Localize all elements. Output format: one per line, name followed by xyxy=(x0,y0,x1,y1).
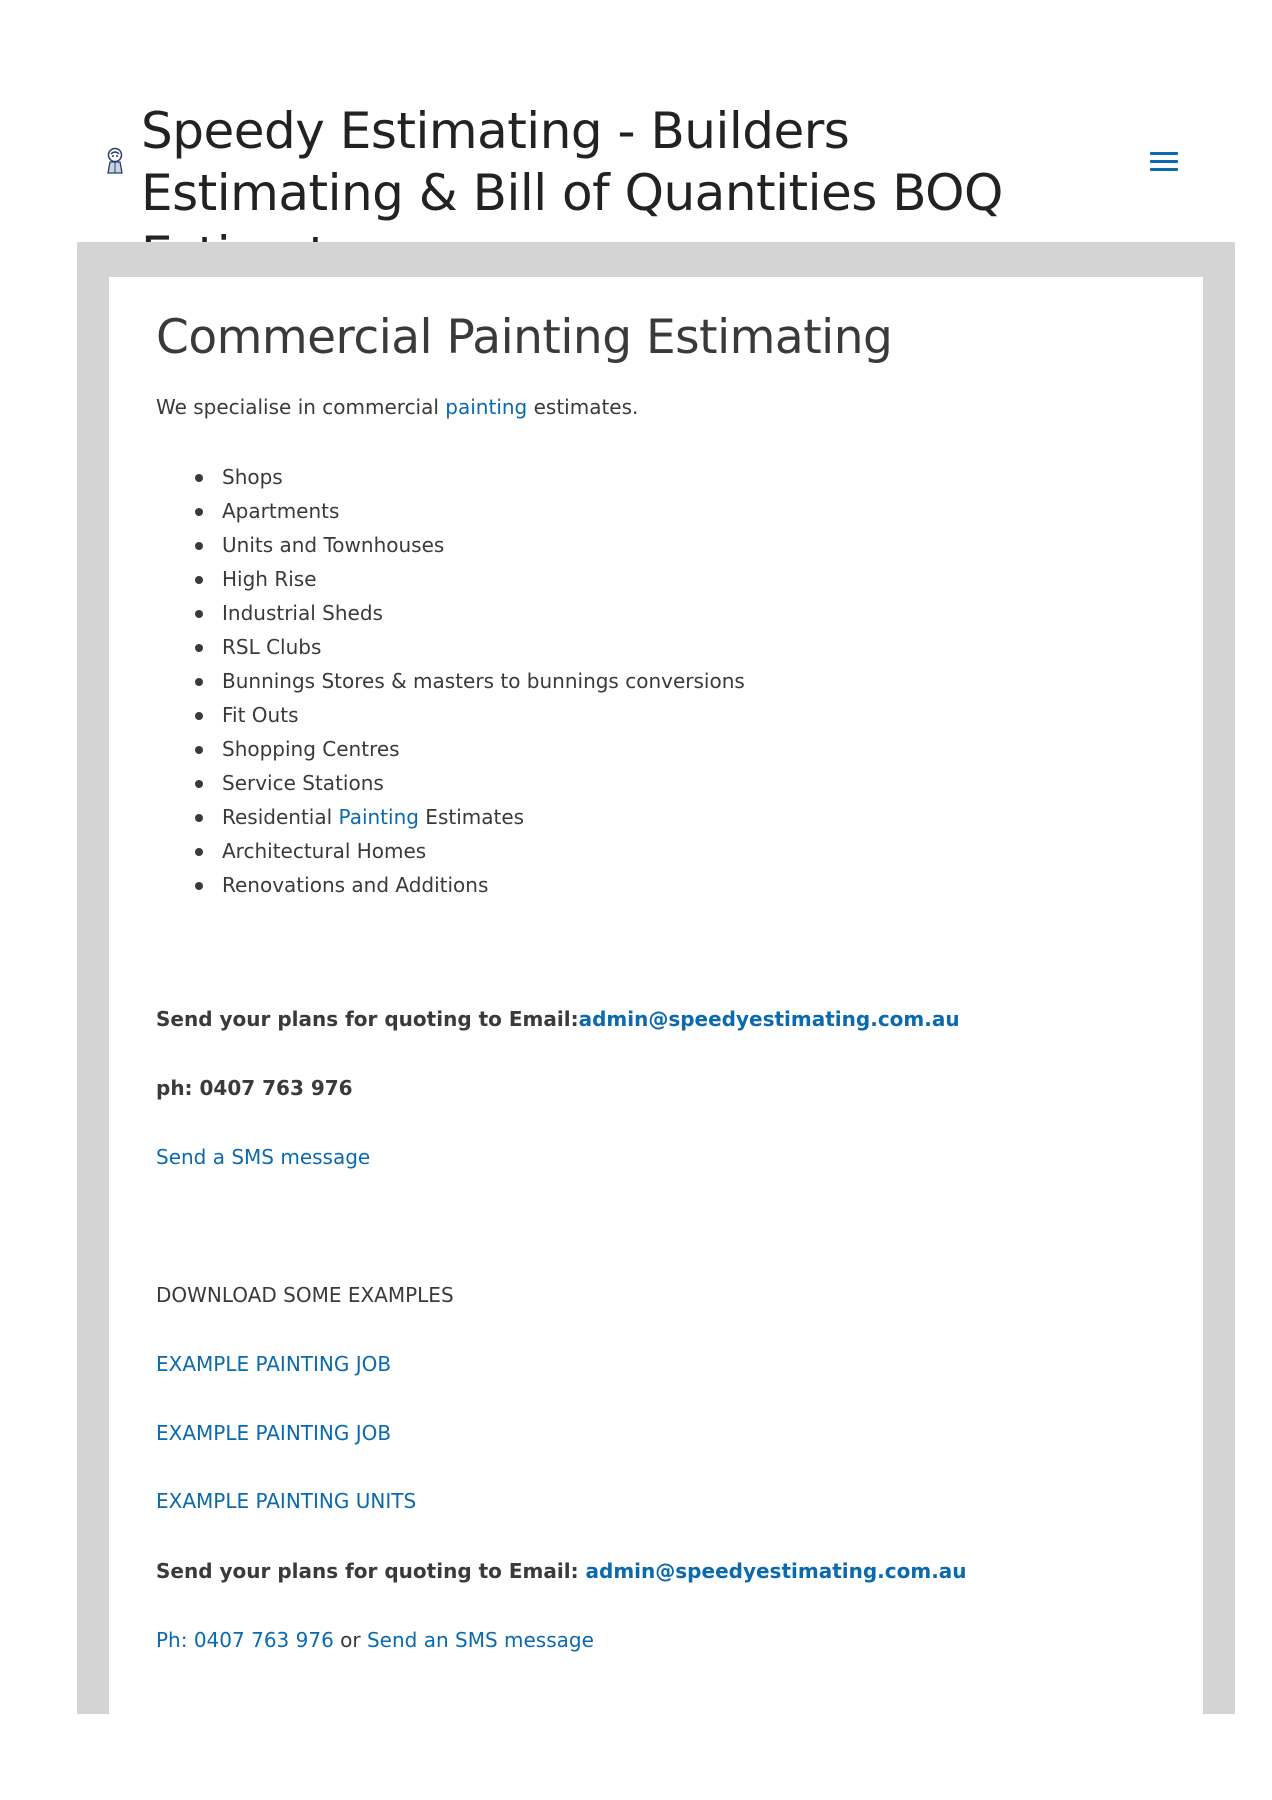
email-line-top xyxy=(156,1005,960,1033)
list-item: RSL Clubs xyxy=(156,632,745,666)
cartoon-character-icon[interactable] xyxy=(106,146,124,176)
list-item xyxy=(156,802,745,836)
email-label: Send your plans for quoting to Email: xyxy=(156,1007,579,1031)
downloads-heading: DOWNLOAD SOME EXAMPLES xyxy=(156,1283,454,1307)
painting-link[interactable]: painting xyxy=(445,395,528,419)
email-link[interactable]: admin@speedyestimating.com.au xyxy=(578,1007,960,1031)
list-item: Service Stations xyxy=(156,768,745,802)
site-header xyxy=(0,0,1272,242)
list-item-after: Estimates xyxy=(418,805,525,829)
list-item: Shopping Centres xyxy=(156,734,745,768)
intro-text-after: estimates. xyxy=(527,395,639,419)
list-item: Fit Outs xyxy=(156,700,745,734)
email-line-bottom xyxy=(156,1557,967,1585)
hamburger-menu-icon[interactable] xyxy=(1148,148,1180,176)
email-label-bottom: Send your plans for quoting to Email: xyxy=(156,1559,586,1583)
list-item: Renovations and Additions xyxy=(156,870,745,904)
intro-text xyxy=(156,393,638,421)
download-item xyxy=(156,1350,391,1378)
example-painting-units-link[interactable]: EXAMPLE PAINTING UNITS xyxy=(156,1489,417,1513)
list-item: Shops xyxy=(156,462,745,496)
send-sms-link[interactable]: Send a SMS message xyxy=(156,1145,371,1169)
list-item: High Rise xyxy=(156,564,745,598)
list-item: Apartments xyxy=(156,496,745,530)
residential-painting-link[interactable]: Painting xyxy=(338,805,419,829)
site-title[interactable]: Speedy Estimating - Builders Estimating & Bill of Quantities BOQ xyxy=(141,102,1003,222)
list-item: Units and Townhouses xyxy=(156,530,745,564)
example-painting-job-link[interactable]: EXAMPLE PAINTING JOB xyxy=(156,1352,392,1376)
list-item: Industrial Sheds xyxy=(156,598,745,632)
download-item xyxy=(156,1487,416,1515)
phone-link[interactable]: Ph: 0407 763 976 xyxy=(156,1628,334,1652)
email-link-bottom[interactable]: admin@speedyestimating.com.au xyxy=(585,1559,967,1583)
example-painting-job-link-2[interactable]: EXAMPLE PAINTING JOB xyxy=(156,1421,392,1445)
phone-text: ph: 0407 763 976 xyxy=(156,1076,353,1100)
list-item-before: Residential xyxy=(222,805,339,829)
list-item: Architectural Homes xyxy=(156,836,745,870)
page-title: Commercial Painting Estimating xyxy=(156,310,893,365)
phone-sms-line xyxy=(156,1626,594,1654)
or-text: or xyxy=(333,1628,367,1652)
intro-text-before: We specialise in commercial xyxy=(156,395,446,419)
services-list xyxy=(156,462,745,904)
list-item: Bunnings Stores & masters to bunnings conversions xyxy=(156,666,745,700)
download-item xyxy=(156,1419,391,1447)
send-sms-link-bottom[interactable]: Send an SMS message xyxy=(366,1628,594,1652)
sms-line-top xyxy=(156,1143,370,1171)
